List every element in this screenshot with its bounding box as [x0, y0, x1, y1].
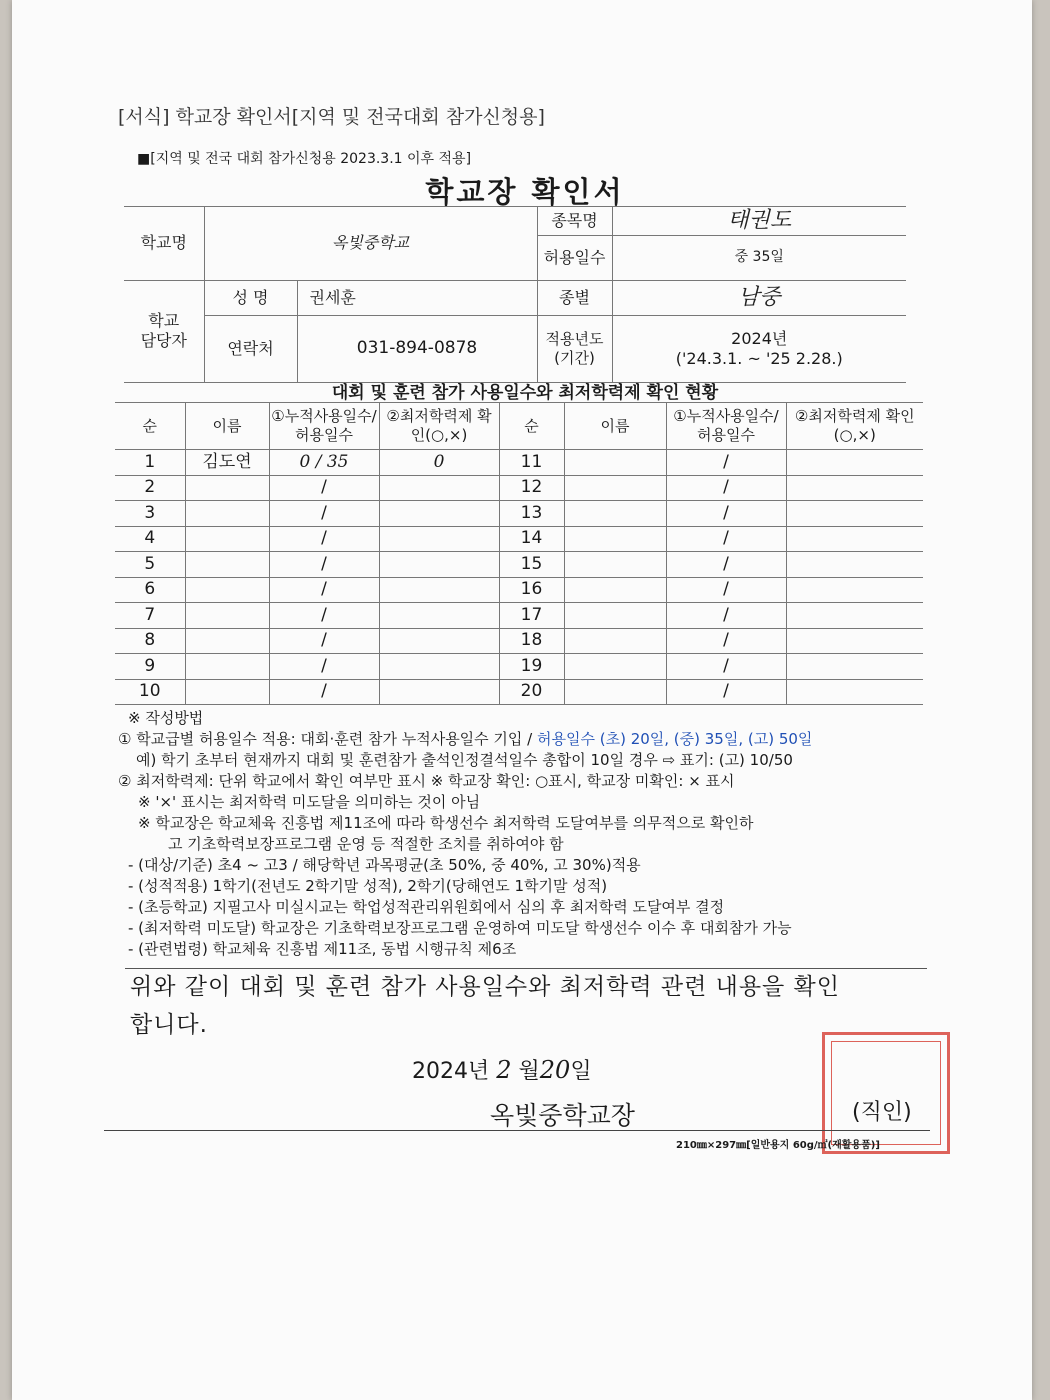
detail-3: - (초등학교) 지필고사 미실시교는 학업성적관리위원회에서 심의 후 최저학력 도달여부 결정	[128, 898, 725, 916]
cell-name	[185, 552, 269, 578]
cell-no2: 15	[499, 552, 564, 578]
cell-min	[379, 475, 499, 501]
name-label: 성 명	[204, 280, 297, 315]
note-1-highlight: 허용일수 (초) 20일, (중) 35일, (고) 50일	[537, 730, 813, 748]
cell-name2	[564, 628, 666, 654]
note-1	[118, 729, 812, 750]
cell-no2: 11	[499, 450, 564, 476]
table-body	[115, 450, 923, 705]
header-name: 이름	[185, 403, 269, 450]
sport-value: 태권도	[612, 207, 906, 236]
cell-days2: /	[666, 679, 786, 705]
school-value: 옥빛중학교	[204, 207, 537, 281]
cell-name	[185, 475, 269, 501]
cell-name	[185, 603, 269, 629]
table-row	[115, 526, 923, 552]
year-value: 2024년	[731, 328, 788, 348]
note-1-example: 예) 학기 초부터 현재까지 대회 및 훈련참가 출석인정결석일수 총합이 10일 경우 ⇨ 표기: (고) 10/50	[136, 751, 793, 769]
cell-no: 8	[115, 628, 185, 654]
contact-label: 연락처	[204, 315, 297, 382]
allowed-label: 허용일수	[537, 235, 612, 280]
cell-no: 10	[115, 679, 185, 705]
allowed-value: 중 35일	[612, 235, 906, 280]
cell-days: /	[269, 501, 379, 527]
cell-name	[185, 577, 269, 603]
cell-no: 1	[115, 450, 185, 476]
cell-min2	[786, 654, 923, 680]
cell-name	[185, 501, 269, 527]
cell-days2: /	[666, 603, 786, 629]
header-no: 순	[115, 403, 185, 450]
table-row	[115, 501, 923, 527]
year-label: 적용년도 (기간)	[537, 315, 612, 382]
cell-min	[379, 679, 499, 705]
section-title: 대회 및 훈련 참가 사용일수와 최저학력제 확인 현황	[331, 383, 719, 403]
cell-days2: /	[666, 450, 786, 476]
paper-spec: 210㎜×297㎜[일반용지 60g/㎡(재활용품)]	[676, 1140, 880, 1151]
cell-days: /	[269, 654, 379, 680]
cell-name2	[564, 654, 666, 680]
header-name: 이름	[564, 403, 666, 450]
cell-min	[379, 526, 499, 552]
table-row	[115, 603, 923, 629]
cell-no: 4	[115, 526, 185, 552]
cell-name2	[564, 475, 666, 501]
cell-name2	[564, 679, 666, 705]
cell-min2	[786, 603, 923, 629]
cell-days2: /	[666, 628, 786, 654]
table-row	[115, 450, 923, 476]
table-row	[115, 628, 923, 654]
manager-label: 학교 담당자	[124, 280, 204, 382]
cell-name2	[564, 450, 666, 476]
cell-no: 5	[115, 552, 185, 578]
cell-days: /	[269, 603, 379, 629]
table-row	[115, 552, 923, 578]
cell-no: 2	[115, 475, 185, 501]
header-days: ①누적사용일수/허용일수	[666, 403, 786, 450]
sub-label: ■[지역 및 전국 대회 참가신청용 2023.3.1 이후 적용]	[137, 151, 472, 167]
cell-days2: /	[666, 654, 786, 680]
date-day-unit: 일	[570, 1059, 592, 1084]
cell-no2: 12	[499, 475, 564, 501]
cell-days: /	[269, 628, 379, 654]
cell-no2: 17	[499, 603, 564, 629]
instructions	[118, 708, 812, 960]
cell-name: 김도연	[185, 450, 269, 476]
date-day: 20	[539, 1056, 571, 1084]
cell-name2	[564, 577, 666, 603]
cell-name	[185, 526, 269, 552]
header-no: 순	[499, 403, 564, 450]
note-4a: ※ 학교장은 학교체육 진흥법 제11조에 따라 학생선수 최저학력 도달여부를 의무적으로 확인하	[138, 814, 754, 832]
detail-2: - (성적적용) 1학기(전년도 2학기말 성적), 2학기(당해연도 1학기말 성적)	[128, 877, 608, 895]
note-1-text: ① 학교급별 허용일수 적용: 대회·훈련 참가 누적사용일수 기입 /	[118, 730, 537, 748]
cell-min	[379, 603, 499, 629]
date-month: 2	[496, 1056, 512, 1084]
cell-days: /	[269, 552, 379, 578]
school-label: 학교명	[124, 207, 204, 281]
cell-no2: 18	[499, 628, 564, 654]
header-days: ①누적사용일수/허용일수	[269, 403, 379, 450]
cell-min2	[786, 577, 923, 603]
period-value: ('24.3.1. ~ '25 2.28.)	[675, 348, 843, 368]
cell-min2	[786, 679, 923, 705]
cell-min	[379, 654, 499, 680]
year-cell	[612, 315, 906, 382]
cell-days2: /	[666, 475, 786, 501]
cell-no: 6	[115, 577, 185, 603]
principal-name: 옥빛중학교장	[490, 1101, 635, 1130]
bottom-rule	[104, 1130, 930, 1131]
confirmation-text	[130, 968, 840, 1044]
cell-days: /	[269, 679, 379, 705]
cell-days: /	[269, 577, 379, 603]
cell-days2: /	[666, 577, 786, 603]
cell-no2: 14	[499, 526, 564, 552]
cell-min2	[786, 450, 923, 476]
cell-min	[379, 628, 499, 654]
table-row	[115, 577, 923, 603]
document-title: 학교장 확인서	[425, 175, 625, 209]
note-4b: 고 기초학력보장프로그램 운영 등 적절한 조치를 취하여야 함	[168, 835, 564, 853]
date-year: 2024년	[412, 1059, 497, 1084]
cell-days2: /	[666, 526, 786, 552]
cell-no2: 19	[499, 654, 564, 680]
cell-days2: /	[666, 501, 786, 527]
cell-days: /	[269, 526, 379, 552]
cell-no: 3	[115, 501, 185, 527]
confirmation-line-2: 합니다.	[130, 1012, 208, 1038]
cell-name	[185, 628, 269, 654]
cell-min2	[786, 526, 923, 552]
gender-label: 종별	[537, 280, 612, 315]
date-line	[412, 1054, 592, 1085]
cell-name2	[564, 603, 666, 629]
cell-min2	[786, 501, 923, 527]
note-2: ② 최저학력제: 단위 학교에서 확인 여부만 표시 ※ 학교장 확인: ○표시, 학교장 미확인: × 표시	[118, 772, 735, 790]
detail-4: - (최저학력 미도달) 학교장은 기초학력보장프로그램 운영하여 미도달 학생선수 이수 후 대회참가 가능	[128, 919, 792, 937]
cell-min: 0	[379, 450, 499, 476]
cell-name	[185, 654, 269, 680]
header-min: ②최저학력제 확인(○,×)	[379, 403, 499, 450]
form-label: [서식] 학교장 확인서[지역 및 전국대회 참가신청용]	[118, 106, 545, 128]
cell-no: 7	[115, 603, 185, 629]
cell-name2	[564, 501, 666, 527]
notes-heading: ※ 작성방법	[128, 709, 204, 727]
seal-label: (직인)	[852, 1100, 912, 1125]
cell-min2	[786, 628, 923, 654]
cell-min	[379, 501, 499, 527]
cell-no2: 16	[499, 577, 564, 603]
cell-no: 9	[115, 654, 185, 680]
cell-name2	[564, 526, 666, 552]
cell-min	[379, 577, 499, 603]
contact-value: 031-894-0878	[297, 315, 537, 382]
table-row	[115, 654, 923, 680]
cell-name2	[564, 552, 666, 578]
detail-1: - (대상/기준) 초4 ~ 고3 / 해당학년 과목평균(초 50%, 중 40%, 고 30%)적용	[128, 856, 641, 874]
confirmation-line-1: 위와 같이 대회 및 훈련 참가 사용일수와 최저학력 관련 내용을 확인	[130, 974, 840, 1000]
cell-no2: 20	[499, 679, 564, 705]
cell-no2: 13	[499, 501, 564, 527]
cell-days2: /	[666, 552, 786, 578]
cell-name	[185, 679, 269, 705]
detail-5: - (관련법령) 학교체육 진흥법 제11조, 동법 시행규칙 제6조	[128, 940, 517, 958]
date-month-unit: 월	[511, 1059, 540, 1084]
header-min: ②최저학력제 확인(○,×)	[786, 403, 923, 450]
name-value: 권세훈	[297, 280, 537, 315]
cell-min	[379, 552, 499, 578]
athlete-table	[115, 402, 923, 705]
cell-days: /	[269, 475, 379, 501]
table-row	[115, 475, 923, 501]
table-row	[115, 679, 923, 705]
cell-min2	[786, 552, 923, 578]
cell-days: 0 / 35	[269, 450, 379, 476]
gender-value: 남중	[612, 280, 906, 315]
sport-label: 종목명	[537, 207, 612, 236]
note-3: ※ '×' 표시는 최저학력 미도달을 의미하는 것이 아님	[138, 793, 481, 811]
cell-min2	[786, 475, 923, 501]
info-table	[124, 206, 906, 383]
